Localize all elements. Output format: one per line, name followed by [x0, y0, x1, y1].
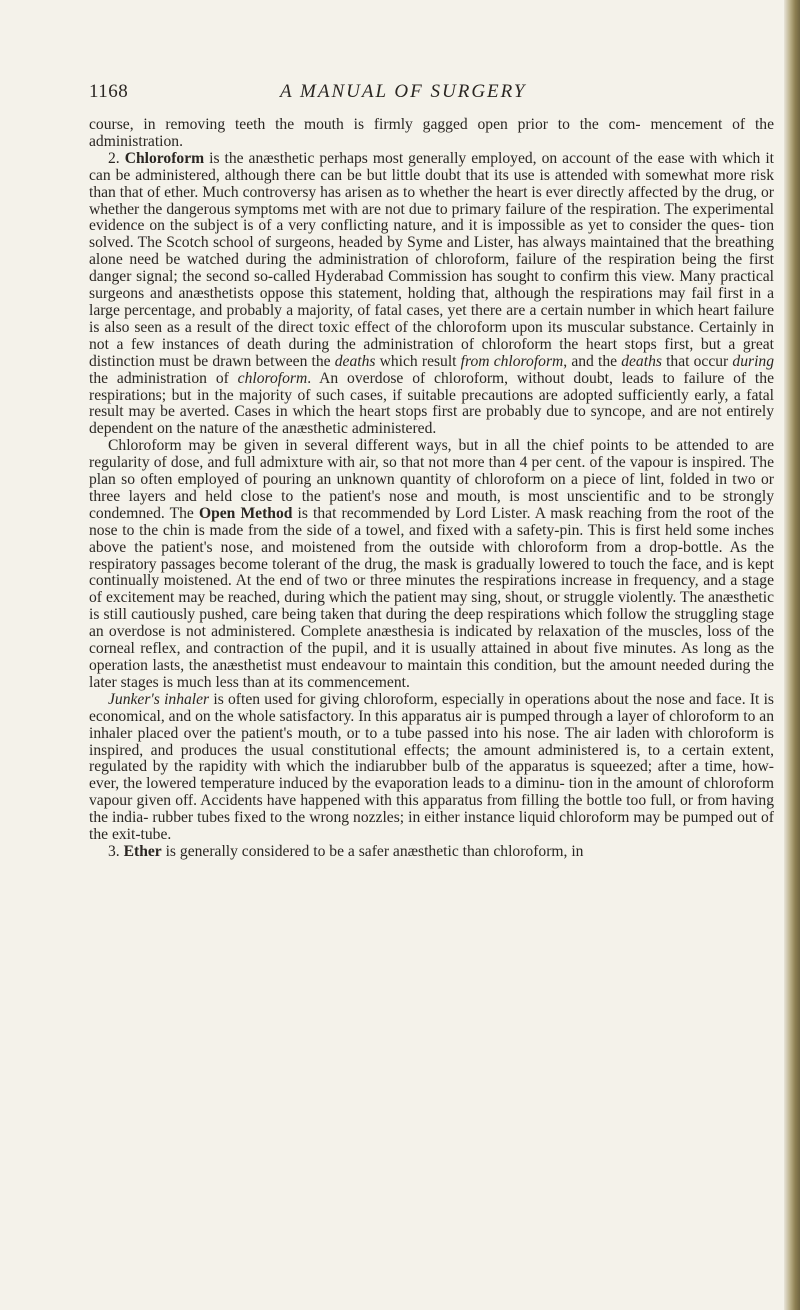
italic-term: chloroform [237, 369, 308, 387]
text-run: 2. [108, 149, 125, 167]
paragraph [89, 844, 774, 861]
bold-term: Open Method [198, 504, 293, 522]
text-run: Chloroform may be given in several different ways, but in all the chief points to be attended to are regularity of dose, and full admixture with air, so that not more than 4 per cent. of the vapour is inspired. The plan so often employed of pouring an unknown quantity of chloroform on a piece of lint, folded in two or three layers and held close to the patient's nose and mouth, is most unscientific and to be strongly condemned. The [89, 437, 774, 522]
bold-term: Ether [123, 842, 162, 860]
italic-term: deaths [334, 352, 376, 370]
text-run: 3. [108, 842, 124, 860]
bold-term: Chloroform [124, 149, 205, 167]
text-run: , and the [563, 352, 622, 370]
page-edge-shadow [784, 0, 800, 1310]
text-run: is that recommended by Lord Lister. A mask reaching from the root of the nose to the chin is made from the side of a towel, and fixed with a safety-pin. This is first held some inches above the patient's nose, and moistened from the outside with chloroform from a drop-bottle. As the respiratory passages become tolerant of the drug, the mask is gradually lowered to touch the face, and is kept continually moistened. At the end of two or three minutes the respirations increase in frequency, and a stage of excitement may be reached, during which the patient may sing, shout, or struggle violently. The anæsthetic is still cautiously pushed, care being taken that during the deep respirations which follow the struggling stage an overdose is not administered. Complete anæsthesia is indicated by relaxation of the muscles, loss of the corneal reflex, and contraction of the pupil, and it is usually attained in about five minutes. As long as the operation lasts, the anæsthetist must endeavour to maintain this condition, but the amount needed during the later stages is much less than at its commencement. [89, 504, 774, 691]
paragraph [89, 117, 774, 151]
body-text [89, 117, 774, 861]
text-run: which result [375, 352, 461, 370]
running-title: A MANUAL OF SURGERY [280, 81, 527, 102]
paragraph [89, 438, 774, 692]
italic-term: during [732, 352, 774, 370]
page-number: 1168 [89, 81, 129, 102]
text-run: . An overdose of chloroform, without doubt, leads to failure of the respirations; but in the majority of such cases, if suitable precautions are adopted sufficiently early, a fatal result may be averted. Cases in which the heart stops first are probably due to syncope, and are not entirely dependent on the nature of the anæsthetic administered. [89, 369, 774, 438]
paragraph [89, 151, 774, 438]
italic-term: from chloroform [460, 352, 564, 370]
italic-term: Junker's inhaler [108, 690, 210, 708]
text-run: is generally considered to be a safer anæsthetic than chloroform, in [161, 842, 584, 860]
text-run: the administration of [89, 369, 238, 387]
text-run: course, in removing teeth the mouth is firmly gagged open prior to the com- mencement of the administration. [89, 116, 774, 150]
text-run: is the anæsthetic perhaps most generally employed, on account of the ease with which it can be administered, although there can be but little doubt that its use is attended with somewhat more risk than that of ether. Much controversy has arisen as to whether the heart is ever directly affected by the drug, or whether the dangerous symptoms met with are not due to primary failure of the respiration. The experimental evidence on the subject is of a very conflicting nature, and it is impossible as yet to consider the ques- tion solved. The Scotch school of surgeons, headed by Syme and Lister, has always maintained that the breathing alone need be watched during the administration of chloroform, failure of the respiration being the first danger signal; the second so-called Hyderabad Commission has sought to confirm this view. Many practical surgeons and anæsthetists oppose this statement, holding that, although the respirations may fail first in a large percentage, and probably a majority, of fatal cases, yet there are a certain number in which heart failure is also seen as a result of the direct toxic effect of the chloroform upon its muscular substance. Certainly in not a few instances of death during the administration of chloroform the heart stops first, but a great distinction must be drawn between the [89, 149, 775, 370]
italic-term: deaths [621, 352, 662, 370]
paragraph [89, 692, 774, 844]
text-run: is often used for giving chloroform, especially in operations about the nose and face. It is economical, and on the whole satisfactory. In this apparatus air is pumped through a layer of chloroform to an inhaler placed over the patient's mouth, or to a tube passed into his nose. The air laden with chloroform is inspired, and produces the usual constitutional effects; the amount administered is, to a certain extent, regulated by the rapidity with which the indiarubber bulb of the apparatus is squeezed; after a time, how- ever, the lowered temperature induced by the evaporation leads to a diminu- tion in the amount of chloroform vapour given off. Accidents have happened with this apparatus from filling the bottle too full, or from having the india- rubber tubes fixed to the wrong nozzles; in either instance liquid chloroform may be pumped out of the exit-tube. [89, 690, 774, 844]
text-run: that occur [661, 352, 733, 370]
running-header [89, 81, 744, 107]
